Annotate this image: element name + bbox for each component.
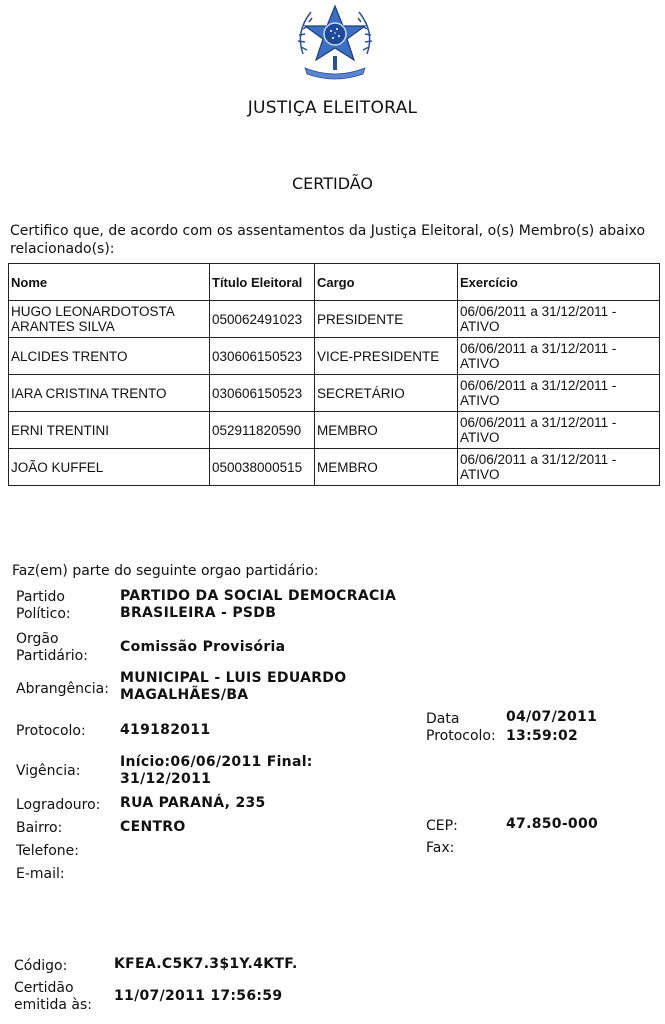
codigo-value: KFEA.C5K7.3$1Y.4KTF. [114,956,298,972]
table-row [9,338,660,375]
cell-exercicio: 06/06/2011 a 31/12/2011 - ATIVO [458,375,660,412]
table-header-row [9,264,660,301]
cell-exercicio: 06/06/2011 a 31/12/2011 - ATIVO [458,338,660,375]
partido-label: Partido Político: [16,589,71,622]
cell-titulo: 050038000515 [210,449,315,486]
cell-nome: HUGO LEONARDOTOSTA ARANTES SILVA [9,301,210,338]
codigo-label: Código: [14,958,68,974]
data-protocolo-label: Data Protocolo: [426,711,496,744]
abrangencia-value: MUNICIPAL - LUIS EDUARDO MAGALHÃES/BA [120,670,347,703]
column-header-exercicio: Exercício [458,264,660,301]
orgao-value: Comissão Provisória [120,639,286,655]
cell-cargo: VICE-PRESIDENTE [315,338,458,375]
cell-cargo: SECRETÁRIO [315,375,458,412]
certification-intro: Certifico que, de acordo com os assentamentos da Justiça Eleitoral, o(s) Membro(s) abaixo relacionado(s): [10,223,646,257]
protocolo-value: 419182011 [120,722,211,738]
table-row [9,412,660,449]
members-table [8,263,660,486]
protocolo-label: Protocolo: [16,723,86,739]
cell-exercicio: 06/06/2011 a 31/12/2011 - ATIVO [458,301,660,338]
cell-nome: IARA CRISTINA TRENTO [9,375,210,412]
table-row [9,375,660,412]
emitida-label: Certidão emitida às: [14,980,93,1013]
column-header-titulo: Título Eleitoral [210,264,315,301]
cell-titulo: 030606150523 [210,375,315,412]
vigencia-value: Início:06/06/2011 Final: 31/12/2011 [120,754,313,787]
cep-label: CEP: [426,818,458,834]
email-label: E-mail: [16,866,65,882]
data-protocolo-time: 13:59:02 [506,728,579,744]
abrangencia-label: Abrangência: [16,681,109,697]
telefone-label: Telefone: [16,843,79,859]
org-title: JUSTIÇA ELEITORAL [247,98,418,118]
logradouro-label: Logradouro: [16,797,101,813]
cell-cargo: MEMBRO [315,412,458,449]
bairro-value: CENTRO [120,819,186,835]
table-row [9,301,660,338]
document-title: CERTIDÃO [291,174,374,193]
column-header-cargo: Cargo [315,264,458,301]
cell-nome: JOÃO KUFFEL [9,449,210,486]
cell-titulo: 030606150523 [210,338,315,375]
vigencia-label: Vigência: [16,763,81,779]
emitida-value: 11/07/2011 17:56:59 [114,988,283,1004]
fax-label: Fax: [426,840,455,856]
cell-cargo: MEMBRO [315,449,458,486]
cell-titulo: 052911820590 [210,412,315,449]
cep-value: 47.850-000 [506,816,599,832]
cell-exercicio: 06/06/2011 a 31/12/2011 - ATIVO [458,449,660,486]
cell-nome: ALCIDES TRENTO [9,338,210,375]
cell-cargo: PRESIDENTE [315,301,458,338]
coat-of-arms-icon [293,2,377,82]
cell-titulo: 050062491023 [210,301,315,338]
bairro-label: Bairro: [16,820,63,836]
cell-exercicio: 06/06/2011 a 31/12/2011 - ATIVO [458,412,660,449]
data-protocolo-date: 04/07/2011 [506,709,598,725]
orgao-intro: Faz(em) parte do seguinte orgao partidário: [12,563,319,579]
partido-value: PARTIDO DA SOCIAL DEMOCRACIA BRASILEIRA - PSDB [120,588,397,621]
orgao-label: Orgão Partidário: [16,631,88,664]
column-header-nome: Nome [9,264,210,301]
logradouro-value: RUA PARANÁ, 235 [120,795,266,811]
cell-nome: ERNI TRENTINI [9,412,210,449]
table-row [9,449,660,486]
